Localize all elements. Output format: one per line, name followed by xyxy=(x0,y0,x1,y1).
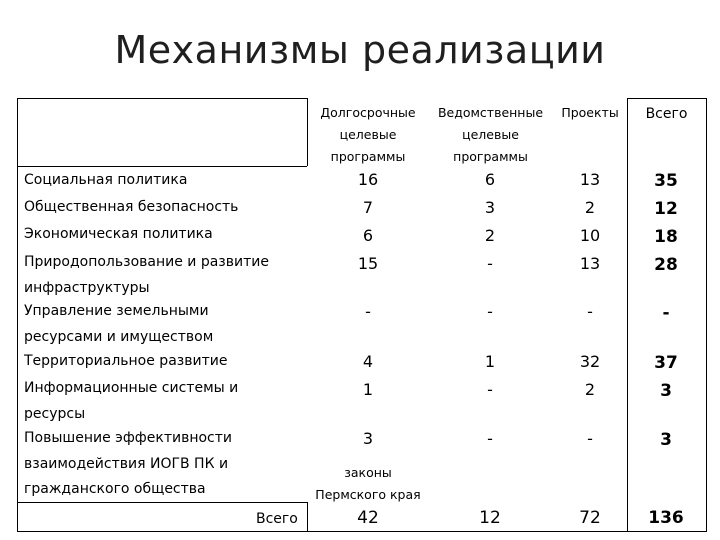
total-row-divider xyxy=(307,502,308,532)
row-label-line: Общественная безопасность xyxy=(24,199,239,215)
column-header-total xyxy=(628,103,705,125)
table-top-border-right xyxy=(627,98,706,99)
row-label-line: Территориальное развитие xyxy=(24,353,228,369)
row-label-line: инфраструктуры xyxy=(24,279,150,296)
header-left-box-bottom xyxy=(17,166,307,167)
total-cell: 12 xyxy=(479,508,501,528)
table-cell-total: 3 xyxy=(660,430,672,450)
table-cell: - xyxy=(487,302,493,321)
table-cell: 2 xyxy=(584,198,596,217)
table-cell: 3 xyxy=(362,429,374,448)
total-cell: 72 xyxy=(579,508,601,528)
row-label-line: Экономическая политика xyxy=(24,226,213,242)
row-label-line: Природопользование и развитие xyxy=(24,254,269,270)
table-cell-total: 28 xyxy=(654,255,678,275)
row-label xyxy=(24,349,227,375)
table-cell: 10 xyxy=(579,226,601,245)
column-header-line: целевые xyxy=(339,127,397,142)
row-label-line: Управление земельными xyxy=(24,303,209,319)
row-label xyxy=(24,168,187,194)
table-cell: 15 xyxy=(357,254,379,273)
table-cell: 13 xyxy=(579,170,601,189)
note-line: Пермского края xyxy=(315,487,421,502)
table-cell: - xyxy=(587,429,593,448)
table-cell: 16 xyxy=(357,170,379,189)
table-cell-total: 18 xyxy=(654,227,678,247)
row-label xyxy=(24,426,232,503)
column-header-line: Всего xyxy=(645,106,688,122)
total-cell-grand: 136 xyxy=(648,508,684,528)
column-header-line: целевые xyxy=(462,127,519,142)
table-cell: 4 xyxy=(362,352,374,371)
table-cell-total: 37 xyxy=(654,353,678,373)
row-label-line: гражданского общества xyxy=(24,481,206,497)
total-label: Всего xyxy=(256,511,298,527)
column-header-line: Ведомственные xyxy=(437,105,544,120)
row-label-line: взаимодействия ИОГВ ПК и xyxy=(24,455,229,472)
table-cell: - xyxy=(487,429,493,448)
table-cell: 2 xyxy=(584,380,596,399)
table-cell: 1 xyxy=(484,352,496,371)
table-cell-total: 35 xyxy=(654,171,678,191)
table-cell: - xyxy=(587,302,593,321)
row-label xyxy=(24,376,238,427)
table-top-border xyxy=(17,98,307,99)
table-cell: - xyxy=(365,302,371,321)
table-cell: 1 xyxy=(362,380,374,399)
row-label-line: Информационные системы и xyxy=(24,380,239,396)
table-cell: 6 xyxy=(362,226,374,245)
table-cell: 6 xyxy=(484,170,496,189)
table-cell: 2 xyxy=(484,226,496,245)
row-label xyxy=(24,195,238,221)
column-header-departmental xyxy=(428,102,553,168)
row-label-line: ресурсы xyxy=(24,405,86,422)
row-label-line: Социальная политика xyxy=(24,172,188,188)
table-cell: - xyxy=(487,380,493,399)
total-cell: 42 xyxy=(357,508,379,528)
laws-note xyxy=(303,462,433,506)
table-cell: - xyxy=(487,254,493,273)
table-cell-total: - xyxy=(662,303,670,323)
column-header-line: Долгосрочные xyxy=(320,105,416,120)
column-header-line: программы xyxy=(330,149,406,164)
table-cell: 3 xyxy=(484,198,496,217)
row-label xyxy=(24,222,213,248)
table-cell-total: 3 xyxy=(660,381,672,401)
column-header-line: программы xyxy=(453,149,528,164)
table-cell: 32 xyxy=(579,352,601,371)
row-label-line: ресурсами и имуществом xyxy=(24,328,214,345)
column-header-long-term xyxy=(308,102,428,168)
row-label xyxy=(24,250,269,301)
table-cell-total: 12 xyxy=(654,199,678,219)
column-header-line: Проекты xyxy=(561,105,619,120)
table-cell: 13 xyxy=(579,254,601,273)
table-cell: 7 xyxy=(362,198,374,217)
row-label xyxy=(24,299,213,350)
table-bottom-border xyxy=(17,531,706,532)
slide-title: Механизмы реализации xyxy=(114,28,606,72)
row-label-line: Повышение эффективности xyxy=(24,430,233,446)
note-line: законы xyxy=(344,465,392,480)
column-header-projects xyxy=(553,102,627,124)
